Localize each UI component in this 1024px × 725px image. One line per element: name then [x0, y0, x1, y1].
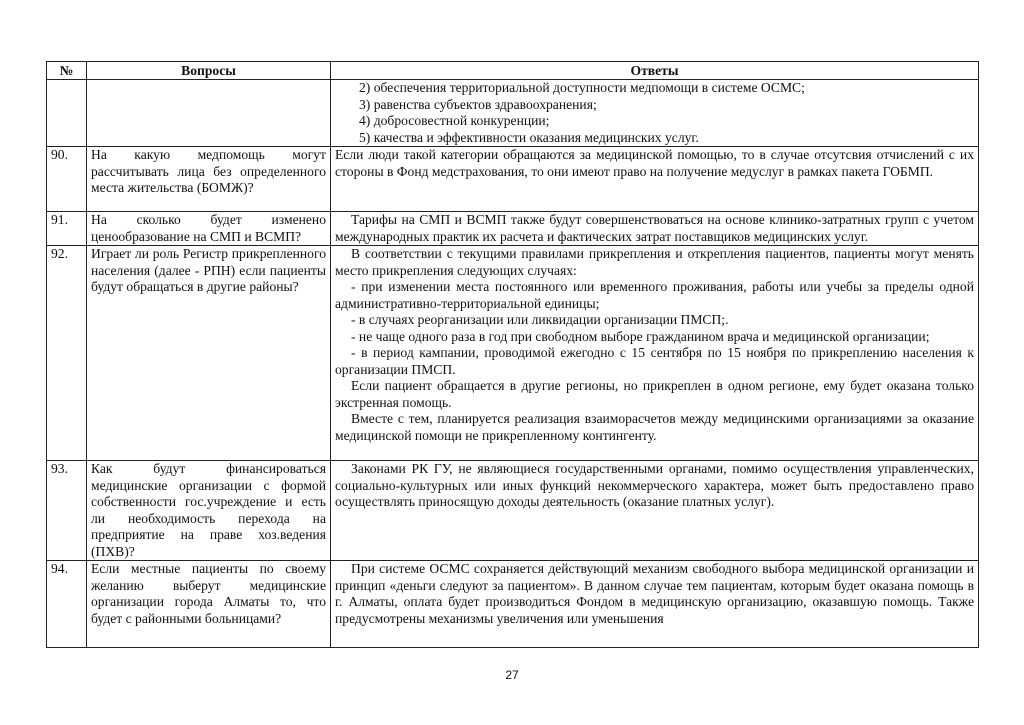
table-header-row — [47, 62, 979, 80]
table-row — [47, 80, 979, 147]
row-number — [47, 80, 87, 147]
table-row — [47, 212, 979, 246]
question-cell: Как будут финансироваться медицинские организации с формой собственности гос.учреждение и есть ли необходимость перехода на предприятие на праве хоз.ведения (ПХВ)? — [87, 461, 331, 561]
header-num: № — [47, 62, 87, 80]
table-row — [47, 147, 979, 212]
answer-paragraph: Вместе с тем, планируется реализация взаиморасчетов между медицинскими организациями за оказание медицинской помощи не прикрепленному контингенту. — [335, 411, 974, 443]
answer-paragraph: В соответствии с текущими правилами прикрепления и открепления пациентов, пациенты могут менять место прикрепления следующих случаях: — [335, 246, 974, 278]
row-number: 94. — [47, 561, 87, 648]
answer-cell — [331, 461, 979, 561]
answer-paragraph: - в случаях реорганизации или ликвидации организации ПМСП;. — [351, 312, 729, 327]
answer-line: 2) обеспечения территориальной доступности медпомощи в системе ОСМС; — [359, 80, 805, 95]
answer-cell — [331, 80, 979, 147]
answer-line: 5) качества и эффективности оказания медицинских услуг. — [359, 129, 699, 145]
page-number: 27 — [505, 668, 519, 682]
answer-cell — [331, 246, 979, 461]
table-row — [47, 461, 979, 561]
answer-paragraph: - при изменении места постоянного или временного проживания, работы или учебы за пределы одной административно-территориальной единицы; — [335, 279, 974, 311]
answer-text: Тарифы на СМП и ВСМП также будут совершенствоваться на основе клинико-затратных групп с учетом международных практик их расчета и фактических затрат поставщиков медицинских услуг. — [335, 212, 974, 244]
answer-paragraph: - не чаще одного раза в год при свободном выборе гражданином врача и медицинской организации; — [351, 328, 930, 344]
question-cell: На какую медпомощь могут рассчитывать лица без определенного места жительства (БОМЖ)? — [87, 147, 331, 212]
question-cell: На сколько будет изменено ценообразование на СМП и ВСМП? — [87, 212, 331, 246]
answer-text: Если люди такой категории обращаются за медицинской помощью, то в случае отсутсвия отчислений с их стороны в Фонд медстрахования, то они имеют право на получение медуслуг в рамках пакета ГОБМП. — [335, 147, 974, 179]
question-cell — [87, 80, 331, 147]
row-number: 93. — [47, 461, 87, 561]
row-number: 92. — [47, 246, 87, 461]
answer-text: Законами РК ГУ, не являющиеся государственными органами, помимо осуществления управленческих, социально-культурных или иных функций некоммерческого характера, может быть предоставлено право осуществлять приносящую доходы деятельность (оказание платных услуг). — [335, 461, 974, 509]
faq-table — [46, 61, 979, 648]
answer-cell — [331, 561, 979, 648]
answer-line: 4) добросовестной конкуренции; — [359, 113, 550, 128]
table-row — [47, 246, 979, 461]
answer-paragraph: Если пациент обращается в другие регионы, но прикреплен в одном регионе, ему будет оказана только экстренная помощь. — [335, 378, 974, 410]
answer-line: 3) равенства субъектов здравоохранения; — [359, 96, 597, 112]
answer-text: При системе ОСМС сохраняется действующий механизм свободного выбора медицинской организации и принцип «деньги следуют за пациентом». В данном случае тем пациентам, которым будет оказана помощь в г. Алматы, оплата будет производиться Фондом в медицинскую организацию, оказавшую помощь. Также предусмотрены механизмы увеличения или уменьшения — [335, 561, 974, 626]
answer-cell — [331, 212, 979, 246]
question-cell: Играет ли роль Регистр прикрепленного населения (далее - РПН) если пациенты будут обращаться в другие районы? — [87, 246, 331, 461]
answer-paragraph: - в период кампании, проводимой ежегодно с 15 сентября по 15 ноября по прикреплению населения к организации ПМСП. — [335, 345, 974, 377]
question-cell: Если местные пациенты по своему желанию выберут медицинские организации города Алматы то, что будет с районными больницами? — [87, 561, 331, 648]
answer-cell — [331, 147, 979, 212]
row-number: 90. — [47, 147, 87, 212]
table-row — [47, 561, 979, 648]
header-answers: Ответы — [331, 62, 979, 80]
row-number: 91. — [47, 212, 87, 246]
header-questions: Вопросы — [87, 62, 331, 80]
